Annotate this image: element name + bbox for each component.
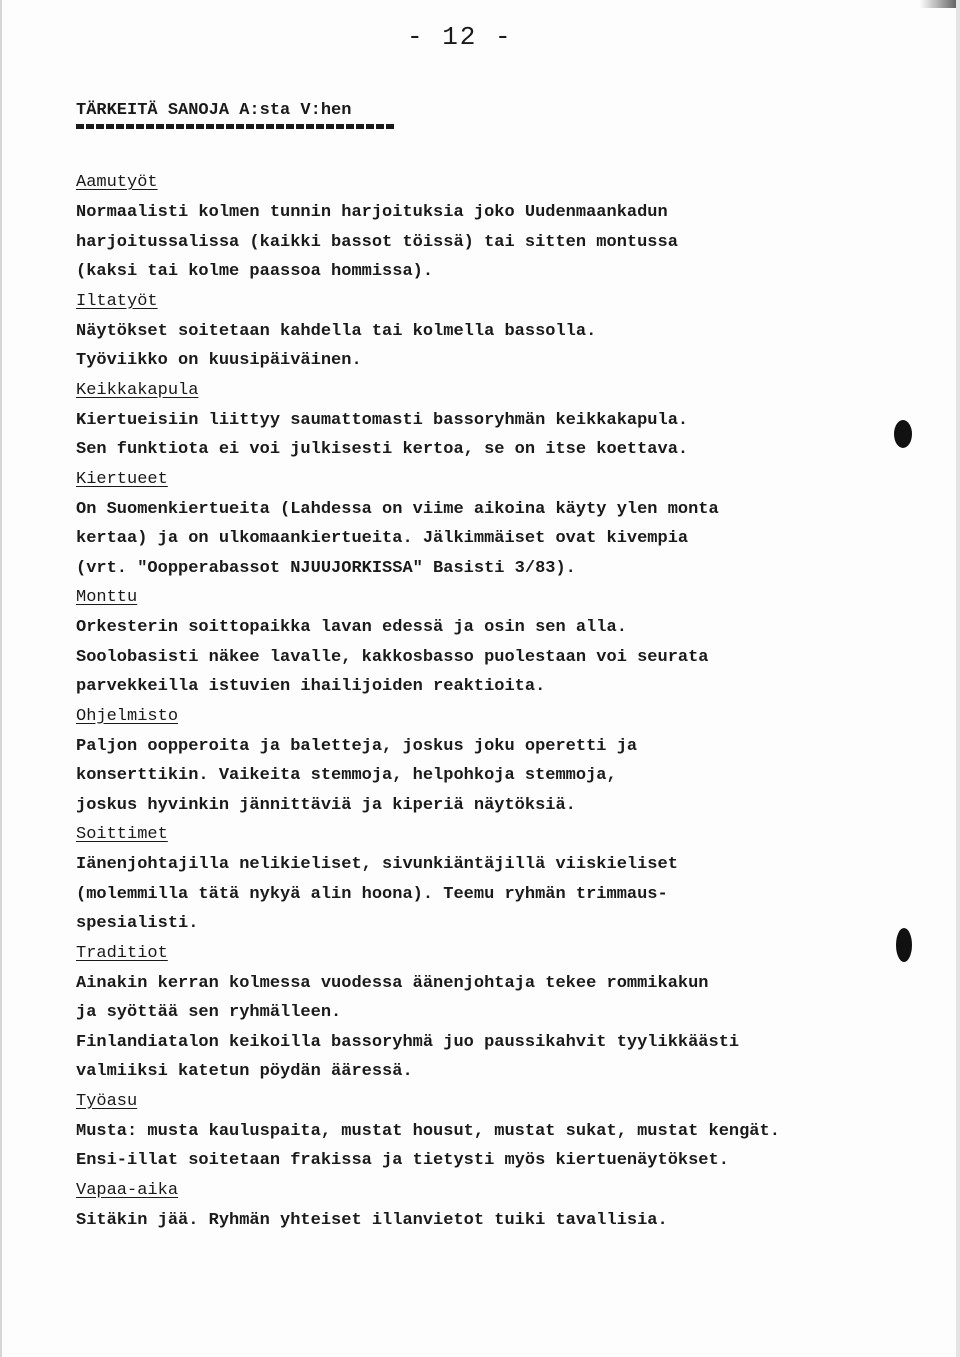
title-double-underline xyxy=(76,124,396,129)
body-line: Työviikko on kuusipäiväinen. xyxy=(76,351,362,370)
body-line: Musta: musta kauluspaita, mustat housut, mustat sukat, mustat kengät. xyxy=(76,1121,780,1141)
section-heading: Ohjelmisto xyxy=(76,706,179,726)
section xyxy=(76,820,936,939)
section xyxy=(76,1087,936,1176)
body-line: Sen funktiota ei voi julkisesti kertoa, se on itse koettava. xyxy=(76,440,689,459)
section xyxy=(76,168,936,287)
body-line: spesialisti. xyxy=(76,914,199,933)
body-line: Kiertueisiin liittyy saumattomasti bassoryhmän keikkakapula. xyxy=(76,410,689,430)
body-line: kertaa) ja on ulkomaankiertueita. Jälkimmäiset ovat kivempia xyxy=(76,529,689,548)
section-heading: Iltatyöt xyxy=(76,291,158,311)
section xyxy=(76,1176,936,1236)
section-heading: Keikkakapula xyxy=(76,380,199,400)
body-line: (molemmilla tätä nykyä alin hoona). Teemu ryhmän trimmaus- xyxy=(76,884,668,904)
body-line: Finlandiatalon keikoilla bassoryhmä juo paussikahvit tyylikkäästi xyxy=(76,1032,740,1052)
section-heading: Aamutyöt xyxy=(76,173,158,192)
section-heading: Traditiot xyxy=(76,943,168,963)
body-line: (kaksi tai kolme paassoa hommissa). xyxy=(76,262,434,281)
section xyxy=(76,465,936,584)
section xyxy=(76,702,936,821)
body-line: valmiiksi katetun pöydän ääressä. xyxy=(76,1062,413,1081)
section xyxy=(76,376,936,465)
body-line: Näytökset soitetaan kahdella tai kolmella bassolla. xyxy=(76,321,597,341)
section xyxy=(76,287,936,376)
section-heading: Kiertueet xyxy=(76,469,168,489)
body-line: Normaalisti kolmen tunnin harjoituksia joko Uudenmaankadun xyxy=(76,203,668,222)
section-heading: Soittimet xyxy=(76,825,168,844)
body-line: parvekkeilla istuvien ihailijoiden reaktioita. xyxy=(76,677,546,696)
section xyxy=(76,939,936,1087)
section-heading: Työasu xyxy=(76,1091,138,1111)
body-line: Iänenjohtajilla nelikieliset, sivunkiäntäjillä viiskieliset xyxy=(76,855,678,874)
document-title: TÄRKEITÄ SANOJA A:sta V:hen xyxy=(76,101,352,120)
body-line: Ensi-illat soitetaan frakissa ja tietysti myös kiertuenäytökset. xyxy=(76,1151,729,1170)
body-line: (vrt. "Oopperabassot NJUUJORKISSA" Basisti 3/83). xyxy=(76,558,576,578)
body-line: Orkesterin soittopaikka lavan edessä ja osin sen alla. xyxy=(76,618,627,637)
body-line: joskus hyvinkin jännittäviä ja kiperiä näytöksiä. xyxy=(76,795,576,815)
punch-hole-mark xyxy=(894,420,912,448)
punch-hole-mark xyxy=(896,928,912,962)
body-line: Soolobasisti näkee lavalle, kakkosbasso puolestaan voi seurata xyxy=(76,647,709,667)
body-line: Ainakin kerran kolmessa vuodessa äänenjohtaja tekee rommikakun xyxy=(76,973,709,993)
section-heading: Monttu xyxy=(76,588,138,607)
section-heading: Vapaa-aika xyxy=(76,1180,179,1200)
scan-right-edge xyxy=(956,0,960,1357)
scan-edge-mark xyxy=(920,0,960,8)
section xyxy=(76,583,936,702)
body-line: konserttikin. Vaikeita stemmoja, helpohkoja stemmoja, xyxy=(76,766,617,785)
body-line: On Suomenkiertueita (Lahdessa on viime aikoina käyty ylen monta xyxy=(76,499,719,519)
body-line: Paljon oopperoita ja baletteja, joskus joku operetti ja xyxy=(76,736,638,756)
page-number: - 12 - xyxy=(407,22,513,52)
body-line: ja syöttää sen ryhmälleen. xyxy=(76,1003,342,1022)
body-line: harjoitussalissa (kaikki bassot töissä) tai sitten montussa xyxy=(76,232,678,252)
document-body xyxy=(76,168,936,1235)
body-line: Sitäkin jää. Ryhmän yhteiset illanvietot tuiki tavallisia. xyxy=(76,1210,668,1230)
